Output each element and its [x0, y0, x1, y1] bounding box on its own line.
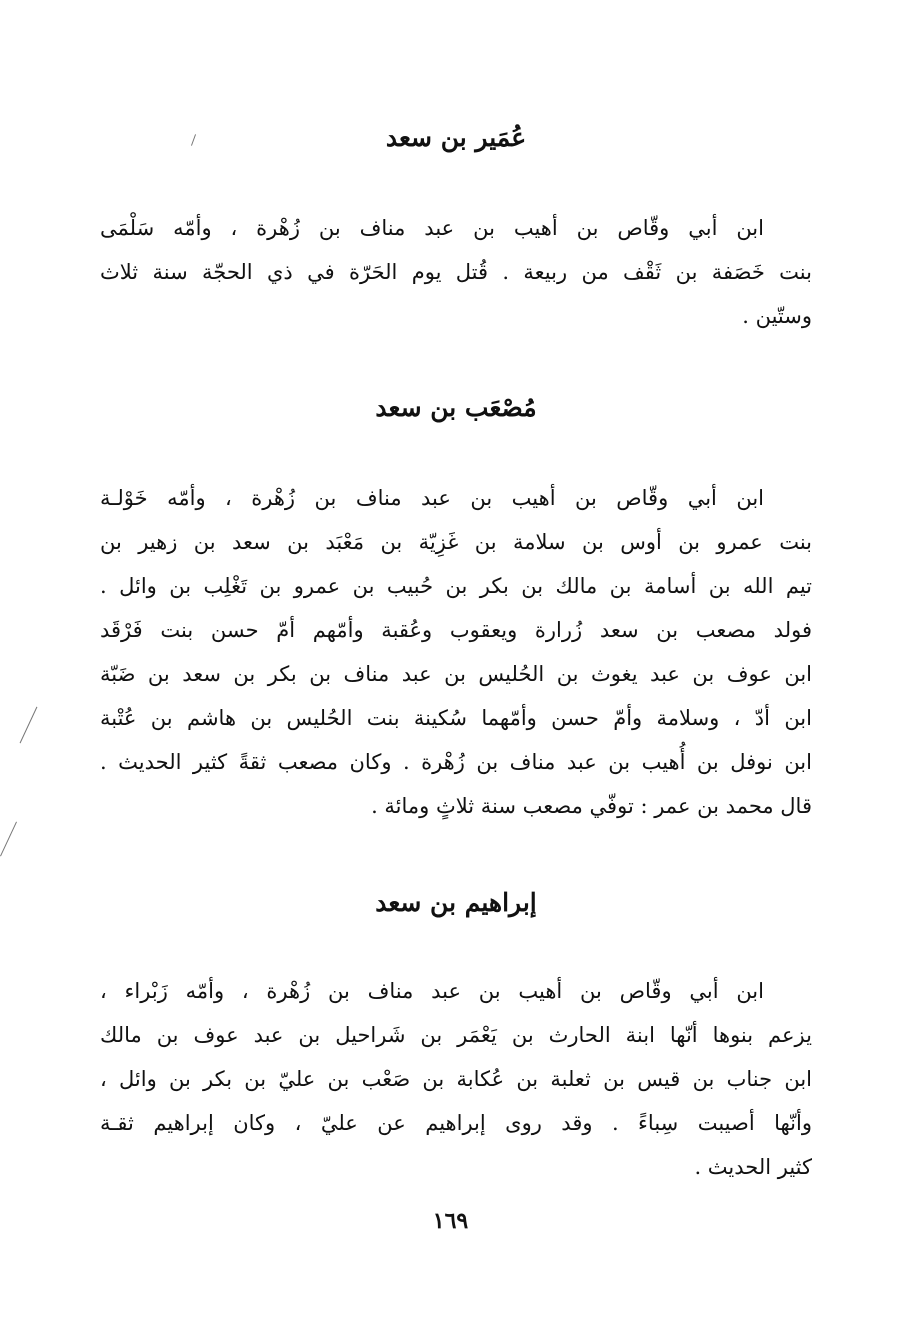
paragraph-line: بنت خَصَفة بن ثَقْف من ربيعة . قُتل يوم الحَرّة في ذي الحجّة سنة ثلاث: [100, 260, 812, 284]
paragraph-line: فولد مصعب بن سعد زُرارة ويعقوب وعُقبة وأمّهم أمّ حسن بنت فَرْقَد: [100, 618, 812, 642]
scan-mark: [0, 822, 17, 857]
paragraph-line: وأنّها أصيبت سِباءً . وقد روى إبراهيم عن عليّ ، وكان إبراهيم ثقـة: [100, 1111, 812, 1135]
paragraph-line: ابن أبي وقّاص بن أهيب بن عبد مناف بن زُهْرة ، وأمّه زَبْراء ،: [100, 979, 764, 1003]
section-heading: عُمَير بن سعد: [385, 123, 527, 152]
scan-mark: [20, 707, 38, 744]
paragraph-line: ابن جناب بن قيس بن ثعلبة بن عُكابة بن صَعْب بن عليّ بن بكر بن وائل ،: [100, 1067, 812, 1091]
paragraph-line: ابن أبي وقّاص بن أهيب بن عبد مناف بن زُهْرة ، وأمّه سَلْمَى: [100, 216, 764, 240]
paragraph-line: ابن أبي وقّاص بن أهيب بن عبد مناف بن زُهْرة ، وأمّه خَوْلـة: [100, 486, 764, 510]
paragraph-line: ابن أدّ ، وسلامة وأمّ حسن وأمّهما سُكينة بنت الحُليس بن هاشم بن عُتْبة: [100, 706, 812, 730]
section-heading: مُصْعَب بن سعد: [375, 393, 537, 422]
paragraph-line: تيم الله بن أسامة بن مالك بن بكر بن حُبيب بن عمرو بن تَغْلِب بن وائل .: [100, 574, 812, 598]
section-musab: [100, 388, 812, 828]
paragraph-line: ابن عوف بن عبد يغوث بن الحُليس بن عبد مناف بن بكر بن سعد بن ضَبّة: [100, 662, 812, 686]
page-number: ١٦٩: [432, 1208, 469, 1234]
paragraph-line: كثير الحديث .: [694, 1155, 812, 1179]
paragraph-line: يزعم بنوها أنّها ابنة الحارث بن يَعْمَر بن شَراحيل بن عبد عوف بن مالك: [100, 1023, 812, 1047]
paragraph-line: ابن نوفل بن أُهيب بن عبد مناف بن زُهْرة . وكان مصعب ثقةً كثير الحديث .: [100, 750, 812, 774]
paragraph-line: وستّين .: [742, 304, 812, 328]
paragraph-line: بنت عمرو بن أوس بن سلامة بن غَزِيّة بن مَعْبَد بن سعد بن زهير بن: [100, 530, 812, 554]
section-ibrahim: [100, 883, 812, 1189]
section-umair: [100, 118, 812, 338]
section-paragraph: [100, 476, 812, 828]
section-heading: إبراهيم بن سعد: [375, 888, 537, 917]
section-paragraph: [100, 969, 812, 1189]
paragraph-line: قال محمد بن عمر : توفّي مصعب سنة ثلاثٍ ومائة .: [371, 794, 812, 818]
section-paragraph: [100, 206, 812, 338]
